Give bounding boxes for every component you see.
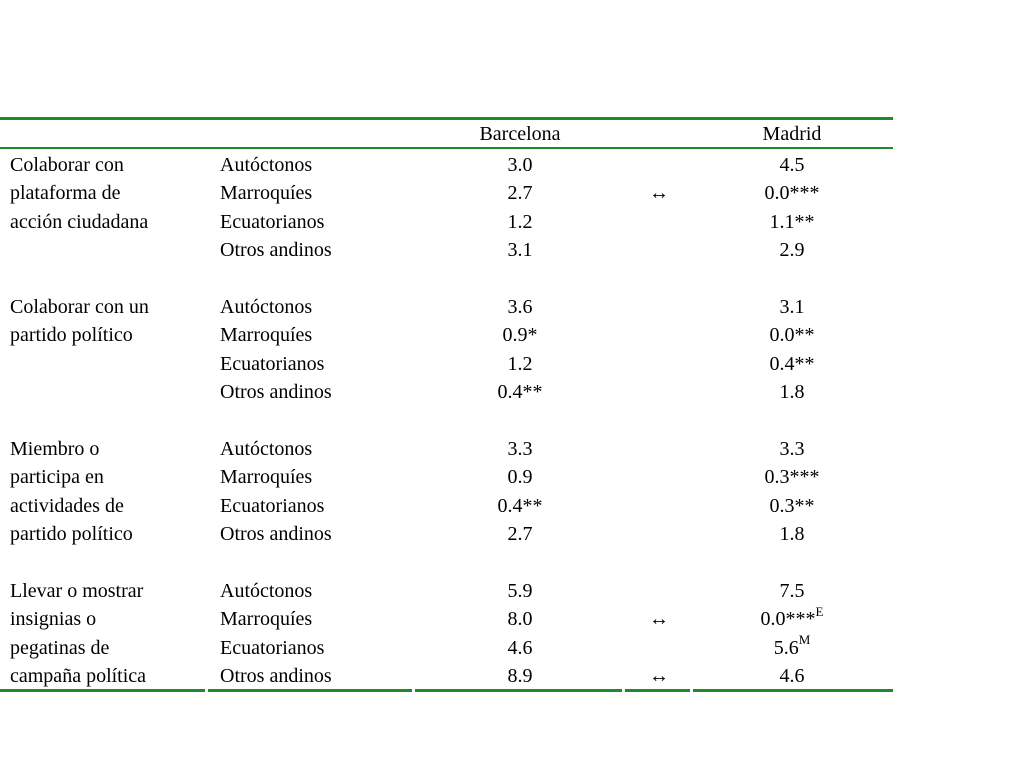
group-label: Marroquíes (220, 324, 313, 347)
madrid-value-text: 0.3*** (764, 466, 820, 489)
topic-label-line: Miembro o (10, 438, 100, 460)
table-header-row (0, 117, 893, 149)
madrid-value-text: 1.8 (779, 381, 805, 404)
group-label: Autóctonos (220, 296, 313, 318)
double-arrow-icon: ↔ (649, 665, 669, 688)
table-bottom-rule-seg-5 (693, 689, 893, 692)
group-label: Marroquíes (220, 466, 313, 489)
topic-label-line: plataforma de (10, 182, 121, 205)
madrid-value-text: 3.3 (779, 438, 805, 460)
madrid-value-text: 0.0** (769, 324, 815, 347)
madrid-value (693, 293, 891, 321)
group-label: Ecuatorianos (220, 210, 325, 233)
barcelona-value: 5.9 (507, 580, 533, 602)
barcelona-value: 8.0 (507, 608, 533, 631)
madrid-value-text: 5.6 (773, 636, 799, 659)
group-label: Autóctonos (220, 580, 313, 602)
madrid-value (693, 151, 891, 179)
header-barcelona: Barcelona (479, 123, 561, 145)
topic-label-line: campaña política (10, 665, 147, 688)
barcelona-value: 8.9 (507, 665, 533, 688)
madrid-value-text: 1.1** (769, 210, 815, 233)
madrid-value (693, 634, 891, 662)
topic-label-line: partido político (10, 523, 133, 546)
group-label: Ecuatorianos (220, 494, 325, 517)
group-label: Autóctonos (220, 438, 313, 460)
topic-label-line: insignias o (10, 608, 97, 631)
madrid-value-superscript: M (798, 632, 811, 648)
table-bottom-rule-seg-2 (208, 689, 412, 692)
barcelona-value: 0.4** (497, 381, 543, 404)
madrid-value-text: 4.5 (779, 154, 805, 176)
barcelona-value: 1.2 (507, 210, 533, 233)
madrid-value (693, 208, 891, 236)
madrid-value (693, 236, 891, 264)
topic-label-line: actividades de (10, 494, 124, 517)
madrid-value-text: 0.0*** (760, 608, 816, 631)
table-header-rule (0, 147, 893, 149)
barcelona-value: 3.6 (507, 296, 533, 318)
group-label: Otros andinos (220, 523, 332, 546)
madrid-value-text: 0.3** (769, 494, 815, 517)
madrid-value-text: 4.6 (779, 665, 805, 688)
barcelona-value: 2.7 (507, 523, 533, 546)
group-label: Ecuatorianos (220, 636, 325, 659)
topic-label-line: partido político (10, 324, 133, 347)
barcelona-value: 1.2 (507, 352, 533, 375)
madrid-value-text: 7.5 (779, 580, 805, 602)
madrid-value (693, 378, 891, 406)
table-bottom-rule-seg-3 (415, 689, 622, 692)
group-label: Otros andinos (220, 239, 332, 262)
madrid-value (693, 492, 891, 520)
barcelona-value: 3.3 (507, 438, 533, 460)
madrid-value-text: 3.1 (779, 296, 805, 318)
madrid-value (693, 350, 891, 378)
topic-label-line: Llevar o mostrar (10, 580, 144, 602)
madrid-value-text: 0.4** (769, 352, 815, 375)
barcelona-value: 2.7 (507, 182, 533, 205)
topic-label-line: pegatinas de (10, 636, 110, 659)
madrid-value (693, 179, 891, 207)
group-label: Ecuatorianos (220, 352, 325, 375)
madrid-value-text: 0.0*** (764, 182, 820, 205)
topic-label-line: Colaborar con un (10, 296, 149, 318)
barcelona-value: 3.1 (507, 239, 533, 262)
group-label: Marroquíes (220, 182, 313, 205)
double-arrow-icon: ↔ (649, 608, 669, 631)
barcelona-value: 0.9 (507, 466, 533, 489)
table-bottom-rule-seg-4 (625, 689, 690, 692)
madrid-value-text: 1.8 (779, 523, 805, 546)
topic-label-line: participa en (10, 466, 104, 489)
header-madrid: Madrid (762, 123, 822, 145)
group-label: Otros andinos (220, 381, 332, 404)
barcelona-value: 3.0 (507, 154, 533, 176)
madrid-value (693, 605, 891, 633)
topic-label-line: Colaborar con (10, 154, 124, 176)
barcelona-value: 0.9* (502, 324, 538, 347)
topic-label-line: acción ciudadana (10, 210, 149, 233)
madrid-value (693, 520, 891, 548)
group-label: Otros andinos (220, 665, 332, 688)
double-arrow-icon: ↔ (649, 182, 669, 205)
group-label: Autóctonos (220, 154, 313, 176)
table-bottom-rule-seg-1 (0, 689, 205, 692)
madrid-value (693, 435, 891, 463)
barcelona-value: 4.6 (507, 636, 533, 659)
madrid-value-text: 2.9 (779, 239, 805, 262)
group-label: Marroquíes (220, 608, 313, 631)
madrid-value (693, 463, 891, 491)
madrid-value-superscript: E (815, 603, 824, 619)
barcelona-value: 0.4** (497, 494, 543, 517)
madrid-value (693, 577, 891, 605)
madrid-value (693, 321, 891, 349)
madrid-value (693, 662, 891, 690)
